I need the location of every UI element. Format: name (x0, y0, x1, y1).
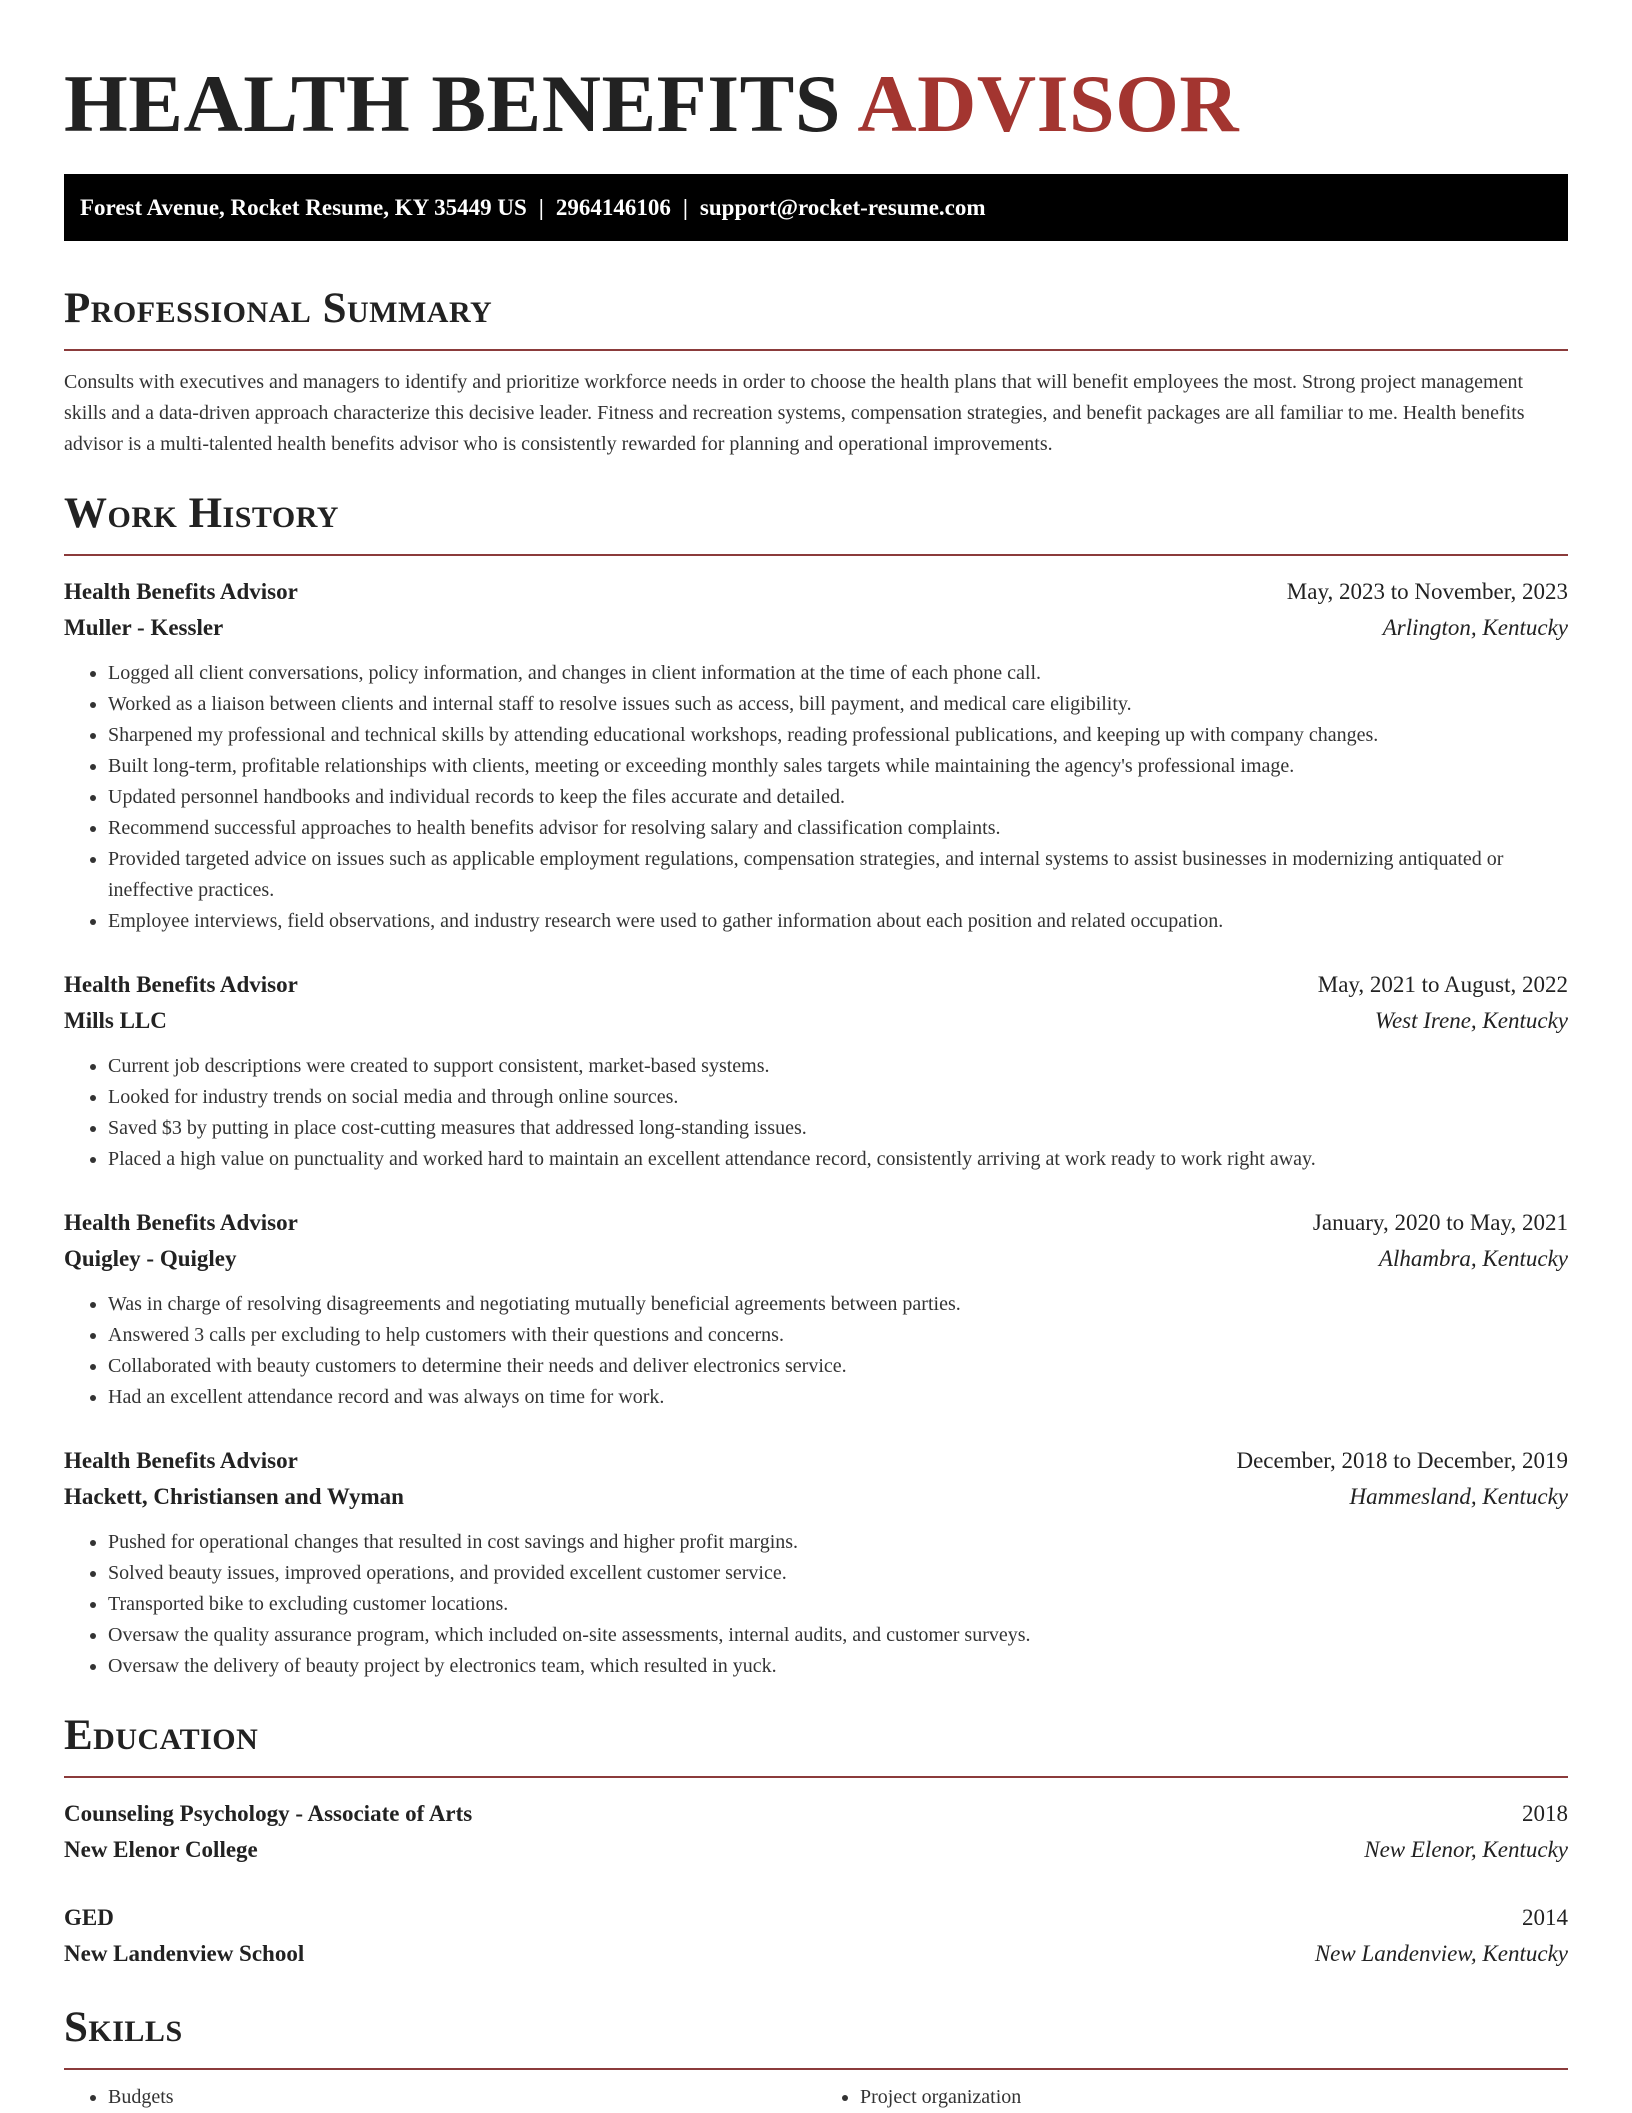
education-year: 2014 (1522, 1905, 1568, 1930)
skill-item: • Project organization (860, 2082, 1568, 2113)
job-title: Health Benefits Advisor (64, 579, 298, 604)
contact-bar (64, 174, 1568, 241)
job-bullet: • Recommend successful approaches to health benefits advisor for resolving salary and classification complaints. (108, 813, 1568, 844)
job-dates: May, 2021 to August, 2022 (1317, 972, 1568, 997)
education-school: New Landenview School (64, 1941, 305, 1966)
job-bullet: • Had an excellent attendance record and was always on time for work. (108, 1382, 1568, 1413)
education-entry (64, 1900, 1568, 1972)
job-company-row (64, 610, 1568, 646)
summary-section-title: Professional Summary (64, 285, 493, 332)
education-section-title: Education (64, 1712, 259, 1759)
section-divider (64, 2068, 1568, 2070)
education-school: New Elenor College (64, 1837, 258, 1862)
job-location: Arlington, Kentucky (1382, 615, 1568, 640)
section-divider (64, 1776, 1568, 1778)
job-company: Quigley - Quigley (64, 1246, 237, 1271)
job-bullet: • Provided targeted advice on issues such as applicable employment regulations, compensation strategies, and internal systems to assist businesses in modernizing antiquated or ineffective practices. (108, 844, 1568, 906)
job-bullet: • Sharpened my professional and technical skills by attending educational workshops, reading professional publications, and keeping up with company changes. (108, 720, 1568, 751)
job-bullet: • Answered 3 calls per excluding to help customers with their questions and concerns. (108, 1320, 1568, 1351)
job-entry (64, 1205, 1568, 1413)
education-location: New Landenview, Kentucky (1314, 1941, 1568, 1966)
job-bullet-list (64, 658, 1568, 937)
skills-column-right (816, 2082, 1568, 2113)
section-divider (64, 554, 1568, 556)
work-history-section-title: Work History (64, 490, 339, 537)
job-bullet: • Logged all client conversations, policy information, and changes in client information at the time of each phone call. (108, 658, 1568, 689)
skills-section-title: Skills (64, 2004, 183, 2051)
job-bullet: • Updated personnel handbooks and individual records to keep the files accurate and detailed. (108, 782, 1568, 813)
job-bullet: • Saved $3 by putting in place cost-cutting measures that addressed long-standing issues. (108, 1113, 1568, 1144)
contact-phone: 2964146106 (555, 195, 671, 220)
job-company: Hackett, Christiansen and Wyman (64, 1484, 404, 1509)
job-dates: January, 2020 to May, 2021 (1312, 1210, 1568, 1235)
job-entry (64, 1443, 1568, 1682)
education-degree: GED (64, 1905, 114, 1930)
job-location: Alhambra, Kentucky (1378, 1246, 1568, 1271)
job-bullet-list (64, 1289, 1568, 1413)
job-bullet: • Transported bike to excluding customer locations. (108, 1589, 1568, 1620)
job-bullet: • Oversaw the quality assurance program, which included on-site assessments, internal audits, and customer surveys. (108, 1620, 1568, 1651)
job-dates: December, 2018 to December, 2019 (1236, 1448, 1568, 1473)
job-header-row (64, 967, 1568, 1003)
job-bullet: • Built long-term, profitable relationships with clients, meeting or exceeding monthly sales targets while maintaining the agency's professional image. (108, 751, 1568, 782)
job-entry (64, 967, 1568, 1175)
contact-address: Forest Avenue, Rocket Resume, KY 35449 US (80, 195, 527, 220)
job-title: Health Benefits Advisor (64, 1448, 298, 1473)
section-divider (64, 349, 1568, 351)
job-bullet: • Worked as a liaison between clients and internal staff to resolve issues such as access, bill payment, and medical care eligibility. (108, 689, 1568, 720)
job-bullet: • Placed a high value on punctuality and worked hard to maintain an excellent attendance record, consistently arriving at work ready to work right away. (108, 1144, 1568, 1175)
job-location: Hammesland, Kentucky (1349, 1484, 1568, 1509)
job-bullet-list (64, 1527, 1568, 1682)
job-bullet: • Employee interviews, field observations, and industry research were used to gather information about each position and related occupation. (108, 906, 1568, 937)
contact-separator: | (682, 195, 688, 220)
name-last-part: ADVISOR (857, 58, 1240, 149)
summary-text: Consults with executives and managers to identify and prioritize workforce needs in order to choose the health plans that will benefit employees the most. Strong project management skills and a data-driven approach characterize this decisive leader. Fitness and recreation systems, compensation strategies, and benefit packages are all familiar to me. Health benefits advisor is a multi-talented health benefits advisor who is consistently rewarded for planning and operational improvements. (64, 371, 1525, 455)
education-school-row (64, 1832, 1568, 1868)
job-bullet: • Pushed for operational changes that resulted in cost savings and higher profit margins. (108, 1527, 1568, 1558)
job-location: West Irene, Kentucky (1374, 1008, 1568, 1033)
job-header-row (64, 574, 1568, 610)
job-company-row (64, 1241, 1568, 1277)
job-bullet: • Current job descriptions were created to support consistent, market-based systems. (108, 1051, 1568, 1082)
education-location: New Elenor, Kentucky (1364, 1837, 1568, 1862)
education-degree: Counseling Psychology - Associate of Arts (64, 1801, 473, 1826)
skills-column-left (64, 2082, 816, 2113)
job-title: Health Benefits Advisor (64, 1210, 298, 1235)
job-title: Health Benefits Advisor (64, 972, 298, 997)
job-header-row (64, 1443, 1568, 1479)
job-bullet: • Solved beauty issues, improved operations, and provided excellent customer service. (108, 1558, 1568, 1589)
job-header-row (64, 1205, 1568, 1241)
job-company-row (64, 1003, 1568, 1039)
education-year: 2018 (1522, 1801, 1568, 1826)
contact-email: support@rocket-resume.com (699, 195, 986, 220)
education-degree-row (64, 1796, 1568, 1832)
job-company-row (64, 1479, 1568, 1515)
skills-list (64, 2082, 1568, 2113)
job-bullet: • Was in charge of resolving disagreements and negotiating mutually beneficial agreements between parties. (108, 1289, 1568, 1320)
job-company: Mills LLC (64, 1008, 167, 1033)
job-company: Muller - Kessler (64, 615, 224, 640)
job-bullet: • Oversaw the delivery of beauty project by electronics team, which resulted in yuck. (108, 1651, 1568, 1682)
education-entry (64, 1796, 1568, 1868)
skill-item: • Budgets (108, 2082, 816, 2113)
education-degree-row (64, 1900, 1568, 1936)
job-entry (64, 574, 1568, 937)
name-first-part: HEALTH BENEFITS (64, 58, 841, 149)
job-bullet: • Looked for industry trends on social media and through online sources. (108, 1082, 1568, 1113)
resume-name-heading (64, 0, 1568, 150)
job-bullet: • Collaborated with beauty customers to determine their needs and deliver electronics service. (108, 1351, 1568, 1382)
contact-separator: | (538, 195, 544, 220)
job-dates: May, 2023 to November, 2023 (1286, 579, 1568, 604)
education-school-row (64, 1936, 1568, 1972)
job-bullet-list (64, 1051, 1568, 1175)
